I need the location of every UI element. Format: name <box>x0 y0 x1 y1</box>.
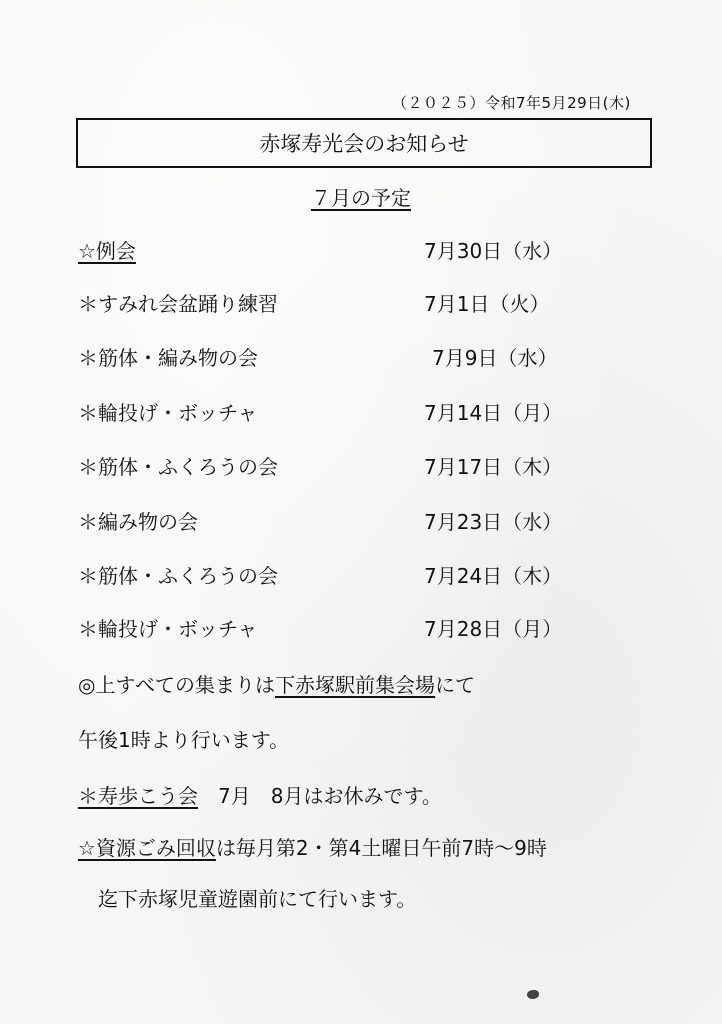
page-title-box <box>76 118 652 168</box>
recycling-location: 迄下赤塚児童遊園前にて行います。 <box>98 887 417 911</box>
schedule-row <box>78 507 638 537</box>
schedule-row <box>78 343 638 373</box>
event-name: ＊編み物の会 <box>78 510 198 534</box>
venue-notice <box>78 670 475 700</box>
event-date: 7月30日（水） <box>424 239 563 263</box>
event-date: 7月28日（月） <box>424 617 563 641</box>
venue-name: 下赤塚駅前集会場 <box>275 673 436 697</box>
schedule-row <box>78 561 638 591</box>
event-date: 7月24日（木） <box>424 564 563 588</box>
event-name: ＊輪投げ・ボッチャ <box>78 401 258 425</box>
subtitle-text: ７月の予定 <box>311 186 411 210</box>
schedule-row <box>78 398 638 428</box>
event-name: ＊すみれ会盆踊り練習 <box>78 292 278 316</box>
event-name: ＊筋体・編み物の会 <box>78 346 258 370</box>
event-date: 7月1日（火） <box>424 292 550 316</box>
event-date: 7月23日（水） <box>424 510 563 534</box>
schedule-subtitle <box>0 182 722 211</box>
schedule-row <box>78 614 638 644</box>
time-notice: 午後1時より行います。 <box>78 728 290 752</box>
venue-notice-prefix: ◎上すべての集まりは <box>78 673 276 697</box>
event-date: 7月14日（月） <box>424 401 563 425</box>
walking-club-label: ＊寿歩こう会 <box>78 784 198 808</box>
schedule-row <box>78 236 638 266</box>
schedule-row <box>78 289 638 319</box>
schedule-row <box>78 452 638 482</box>
page-title: 赤塚寿光会のお知らせ <box>259 132 469 156</box>
scan-speck <box>527 990 539 999</box>
recycling-notice <box>78 833 547 863</box>
recycling-text: は毎月第2・第4土曜日午前7時～9時 <box>215 836 547 860</box>
walking-club-notice <box>78 781 442 811</box>
event-name: ☆例会 <box>78 239 136 263</box>
event-name: ＊輪投げ・ボッチャ <box>78 617 258 641</box>
recycling-label: ☆資源ごみ回収 <box>78 836 216 860</box>
walking-club-text: 7月 8月はお休みです。 <box>198 784 442 808</box>
notice-date: （２０２５）令和7年5月29日(木) <box>392 94 631 112</box>
venue-notice-suffix: にて <box>435 673 476 697</box>
event-date: 7月9日（水） <box>432 346 558 370</box>
event-name: ＊筋体・ふくろうの会 <box>78 455 278 479</box>
event-date: 7月17日（木） <box>424 455 563 479</box>
event-name: ＊筋体・ふくろうの会 <box>78 564 278 588</box>
